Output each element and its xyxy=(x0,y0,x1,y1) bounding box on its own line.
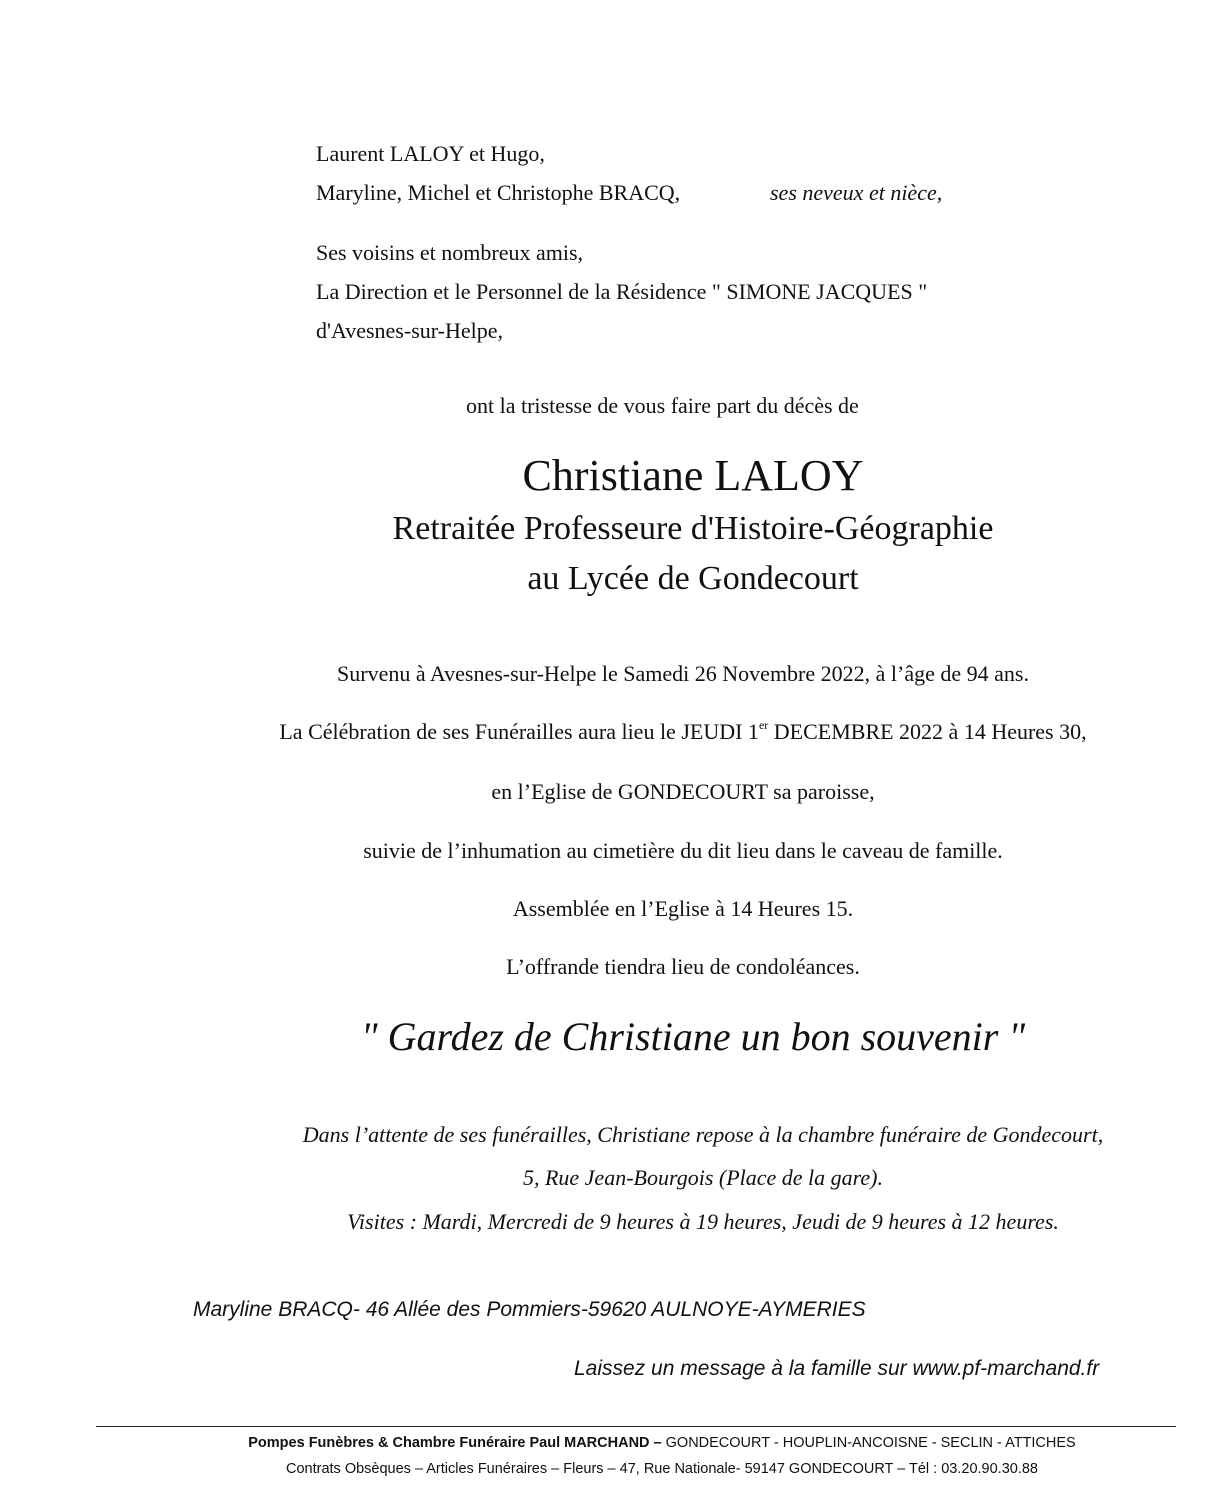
ceremony-details xyxy=(76,719,1214,745)
ceremony-after: DECEMBRE 2022 à 14 Heures 30, xyxy=(768,719,1087,744)
visitation-line-1: Dans l’attente de ses funérailles, Christiane repose à la chambre funéraire de Gondecourt, xyxy=(302,1122,1104,1147)
deceased-title-1: Retraitée Professeure d'Histoire-Géographie xyxy=(392,510,994,547)
visitation-line-2: 5, Rue Jean-Bourgois (Place de la gare). xyxy=(522,1165,884,1190)
ceremony-before: La Célébration de ses Funérailles aura lieu le JEUDI 1 xyxy=(279,719,759,744)
church-details: en l’Eglise de GONDECOURT sa paroisse, xyxy=(491,779,875,804)
family-relation: ses neveux et nièce, xyxy=(770,180,943,205)
burial-details: suivie de l’inhumation au cimetière du dit lieu dans le caveau de famille. xyxy=(363,838,1003,863)
family-line-1: Laurent LALOY et Hugo, xyxy=(316,141,545,166)
death-details: Survenu à Avesnes-sur-Helpe le Samedi 26 Novembre 2022, à l’âge de 94 ans. xyxy=(337,661,1029,686)
footer-locations: GONDECOURT - HOUPLIN-ANCOISNE - SECLIN - ATTICHES xyxy=(661,1435,1076,1451)
deceased-title-2: au Lycée de Gondecourt xyxy=(527,560,859,597)
footer-services: Contrats Obsèques – Articles Funéraires – Fleurs – 47, Rue Nationale- 59147 GONDECOURT – Tél : 03.20.90.30.88 xyxy=(286,1461,1038,1477)
ceremony-sup: er xyxy=(758,718,769,732)
message-link[interactable]: Laissez un message à la famille sur www.pf-marchand.fr xyxy=(574,1357,1100,1380)
family-line-2: Maryline, Michel et Christophe BRACQ, xyxy=(316,180,681,205)
others-line-1: Ses voisins et nombreux amis, xyxy=(316,240,584,265)
deceased-name: Christiane LALOY xyxy=(522,451,864,500)
footer-company xyxy=(0,1435,1214,1451)
others-line-2: La Direction et le Personnel de la Résidence " SIMONE JACQUES " xyxy=(316,279,928,304)
contact-address: Maryline BRACQ- 46 Allée des Pommiers-59620 AULNOYE-AYMERIES xyxy=(193,1298,866,1321)
offering-details: L’offrande tiendra lieu de condoléances. xyxy=(506,954,860,979)
others-line-3: d'Avesnes-sur-Helpe, xyxy=(316,318,503,343)
memorial-quote: " Gardez de Christiane un bon souvenir " xyxy=(360,1014,1026,1059)
visitation-line-3: Visites : Mardi, Mercredi de 9 heures à 19 heures, Jeudi de 9 heures à 12 heures. xyxy=(347,1209,1059,1234)
footer-company-name: Pompes Funèbres & Chambre Funéraire Paul MARCHAND – xyxy=(248,1435,662,1451)
footer-divider xyxy=(96,1426,1176,1427)
announcement: ont la tristesse de vous faire part du décès de xyxy=(466,393,859,418)
assembly-details: Assemblée en l’Eglise à 14 Heures 15. xyxy=(512,896,854,921)
